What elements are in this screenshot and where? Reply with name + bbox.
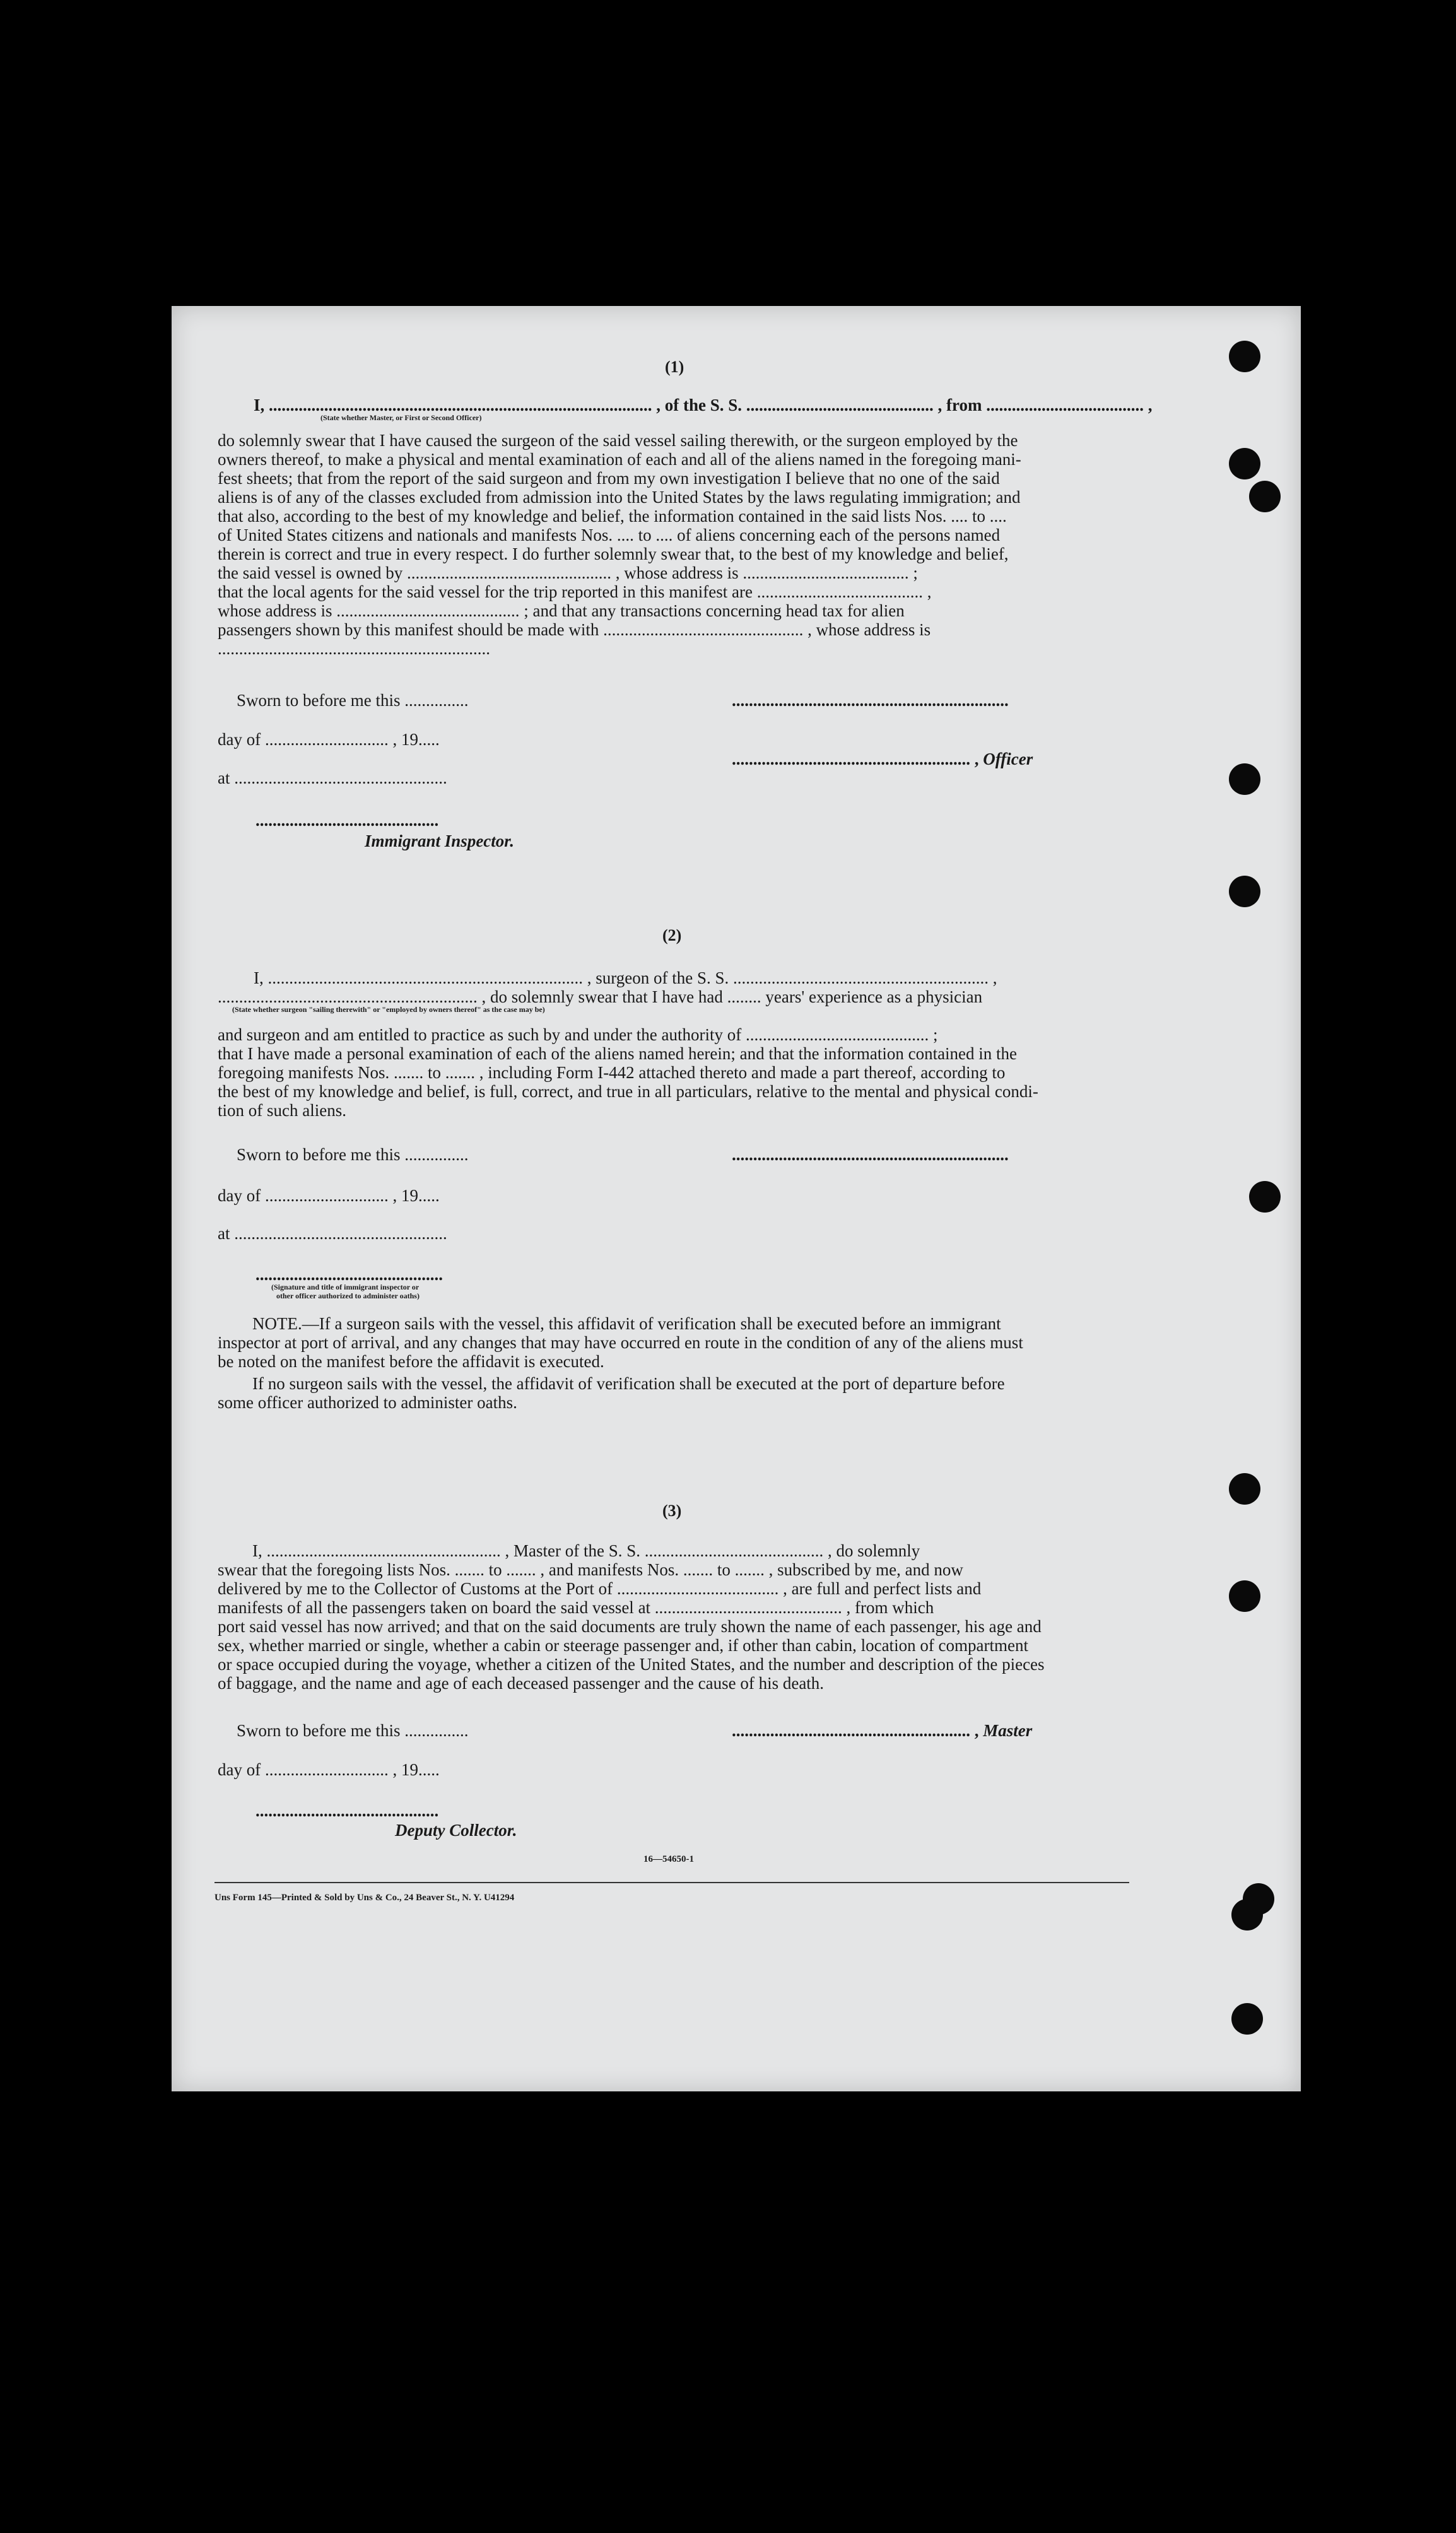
- section-1-body-line: whose address is ........................................... ; and that any transactions concerning head tax for alien: [218, 601, 905, 620]
- binder-hole: [1229, 876, 1260, 907]
- binder-hole: [1231, 1899, 1263, 1931]
- section-1-number: (1): [665, 358, 684, 376]
- section-2-at: at ..................................................: [218, 1224, 447, 1243]
- binder-hole: [1249, 481, 1281, 512]
- section-3-collector-signature-line: ...........................................: [255, 1801, 439, 1820]
- section-3-body-line: or space occupied during the voyage, whether a citizen of the United States, and the number and description of the pieces: [218, 1655, 1045, 1674]
- section-3-body-line: port said vessel has now arrived; and that on the said documents are truly shown the name of each passenger, his age and: [218, 1617, 1042, 1636]
- section-2-note-line: If no surgeon sails with the vessel, the affidavit of verification shall be executed at the port of departure before: [252, 1374, 1005, 1393]
- binder-hole: [1229, 1473, 1260, 1505]
- binder-hole: [1231, 2003, 1263, 2035]
- section-1-day: day of ............................. , 19.....: [218, 730, 440, 749]
- section-2-note-line: NOTE.—If a surgeon sails with the vessel, this affidavit of verification shall be executed before an immigrant: [252, 1314, 1001, 1333]
- section-3-body-line: of baggage, and the name and age of each deceased passenger and the cause of his death.: [218, 1674, 825, 1693]
- section-1-body-line: of United States citizens and nationals and manifests Nos. .... to .... of aliens concerning each of the persons named: [218, 526, 1001, 544]
- section-3-body-line: delivered by me to the Collector of Customs at the Port of ...................................... , are full and perfect lists and: [218, 1579, 982, 1598]
- section-1-inspector-signature-line: ...........................................: [255, 811, 439, 830]
- section-1-body-line: therein is correct and true in every respect. I do further solemnly swear that, to the best of my knowledge and belief,: [218, 544, 1009, 563]
- section-1-body-line: that the local agents for the said vessel for the trip reported in this manifest are ....................................... ,: [218, 582, 932, 601]
- section-2-signature-note: other officer authorized to administer oaths): [276, 1291, 420, 1300]
- section-2-official-signature-line: ............................................: [255, 1265, 443, 1284]
- section-3-body-line: manifests of all the passengers taken on board the said vessel at ............................................ , from which: [218, 1598, 934, 1617]
- section-3-master-dots: ........................................................ ,: [732, 1721, 983, 1740]
- section-1-sworn: Sworn to before me this ...............: [237, 691, 469, 710]
- printer-credit: Uns Form 145—Printed & Sold by Uns & Co., 24 Beaver St., N. Y. U41294: [214, 1893, 515, 1903]
- section-1-body-line: ................................................................: [218, 639, 490, 658]
- section-1-body-line: owners thereof, to make a physical and mental examination of each and all of the aliens named in the foregoing mani-: [218, 450, 1021, 469]
- section-2-body-line: foregoing manifests Nos. ....... to ....... , including Form I-442 attached thereto and made a part thereof, according to: [218, 1063, 1006, 1082]
- section-2-surgeon-note: (State whether surgeon "sailing therewith" or "employed by owners thereof" as the case may be): [232, 1005, 545, 1014]
- section-2-note-line: be noted on the manifest before the affidavit is executed.: [218, 1352, 604, 1371]
- binder-hole: [1229, 448, 1260, 479]
- section-2-note-line: inspector at port of arrival, and any changes that may have occurred en route in the condition of any of the aliens must: [218, 1333, 1023, 1352]
- section-3-number: (3): [662, 1502, 682, 1520]
- section-1-officer-note: (State whether Master, or First or Second Officer): [320, 413, 482, 422]
- binder-hole: [1249, 1181, 1281, 1213]
- footer-divider: [214, 1882, 1129, 1883]
- section-3-master-signature: [732, 1721, 1032, 1740]
- section-2-body-line: and surgeon and am entitled to practice as such by and under the authority of ........................................... ;: [218, 1025, 938, 1044]
- binder-hole: [1229, 1580, 1260, 1612]
- section-1-signature-line: .................................................................: [732, 691, 1009, 710]
- section-1-at: at ..................................................: [218, 768, 447, 787]
- section-3-day: day of ............................. , 19.....: [218, 1760, 440, 1779]
- binder-hole: [1229, 341, 1260, 372]
- section-1-officer-label: Officer: [983, 749, 1033, 768]
- section-3-body-line: I, ....................................................... , Master of the S. S. .......................................... , do solemnly: [252, 1541, 920, 1560]
- section-1-body-line: that also, according to the best of my knowledge and belief, the information contained in the said lists Nos. .... to ....: [218, 507, 1007, 526]
- section-2-body-line: that I have made a personal examination of each of the aliens named herein; and that the information contained in the: [218, 1044, 1018, 1063]
- binder-hole: [1229, 763, 1260, 795]
- section-1-inspector-label: Immigrant Inspector.: [365, 832, 515, 850]
- section-1-officer-line: I, .......................................................................................... , of the S. S. ............................................ , from ..................................... ,: [254, 396, 1153, 414]
- section-1-body-line: do solemnly swear that I have caused the surgeon of the said vessel sailing therewith, or the surgeon employed by the: [218, 431, 1018, 450]
- section-3-body-line: sex, whether married or single, whether a cabin or steerage passenger and, if other than cabin, location of compartment: [218, 1636, 1029, 1655]
- section-3-master-label: Master: [983, 1721, 1033, 1740]
- section-2-surgeon-line: I, .......................................................................... , surgeon of the S. S. ............................................................ ,: [254, 968, 997, 987]
- section-3-body-line: swear that the foregoing lists Nos. ....... to ....... , and manifests Nos. ....... to ....... , subscribed by me, and now: [218, 1560, 963, 1579]
- section-1-body-line: fest sheets; that from the report of the said surgeon and from my own investigation I believe that no one of the said: [218, 469, 1000, 488]
- section-2-experience-line: ............................................................. , do solemnly swear that I have had ........ years' experience as a physician: [218, 987, 983, 1006]
- section-2-signature-line: .................................................................: [732, 1145, 1009, 1164]
- section-1-officer-dots: ........................................................ ,: [732, 749, 983, 768]
- section-3-sworn: Sworn to before me this ...............: [237, 1721, 469, 1740]
- section-2-body-line: tion of such aliens.: [218, 1101, 346, 1120]
- section-2-sworn: Sworn to before me this ...............: [237, 1145, 469, 1164]
- section-1-body-line: aliens is of any of the classes excluded from admission into the United States by the laws regulating immigration; and: [218, 488, 1021, 507]
- section-2-number: (2): [662, 926, 682, 944]
- section-2-note-line: some officer authorized to administer oaths.: [218, 1393, 517, 1412]
- form-code: 16—54650-1: [643, 1854, 694, 1864]
- section-1-body-line: the said vessel is owned by ................................................ , whose address is ....................................... ;: [218, 563, 918, 582]
- section-2-body-line: the best of my knowledge and belief, is full, correct, and true in all particulars, relative to the mental and physical condi-: [218, 1082, 1038, 1101]
- section-2-day: day of ............................. , 19.....: [218, 1186, 440, 1205]
- section-1-officer-signature: [732, 749, 1033, 768]
- section-2-signature-note: (Signature and title of immigrant inspector or: [271, 1283, 420, 1291]
- section-3-collector-label: Deputy Collector.: [395, 1821, 517, 1840]
- section-1-body-line: passengers shown by this manifest should be made with ............................................... , whose address is: [218, 620, 931, 639]
